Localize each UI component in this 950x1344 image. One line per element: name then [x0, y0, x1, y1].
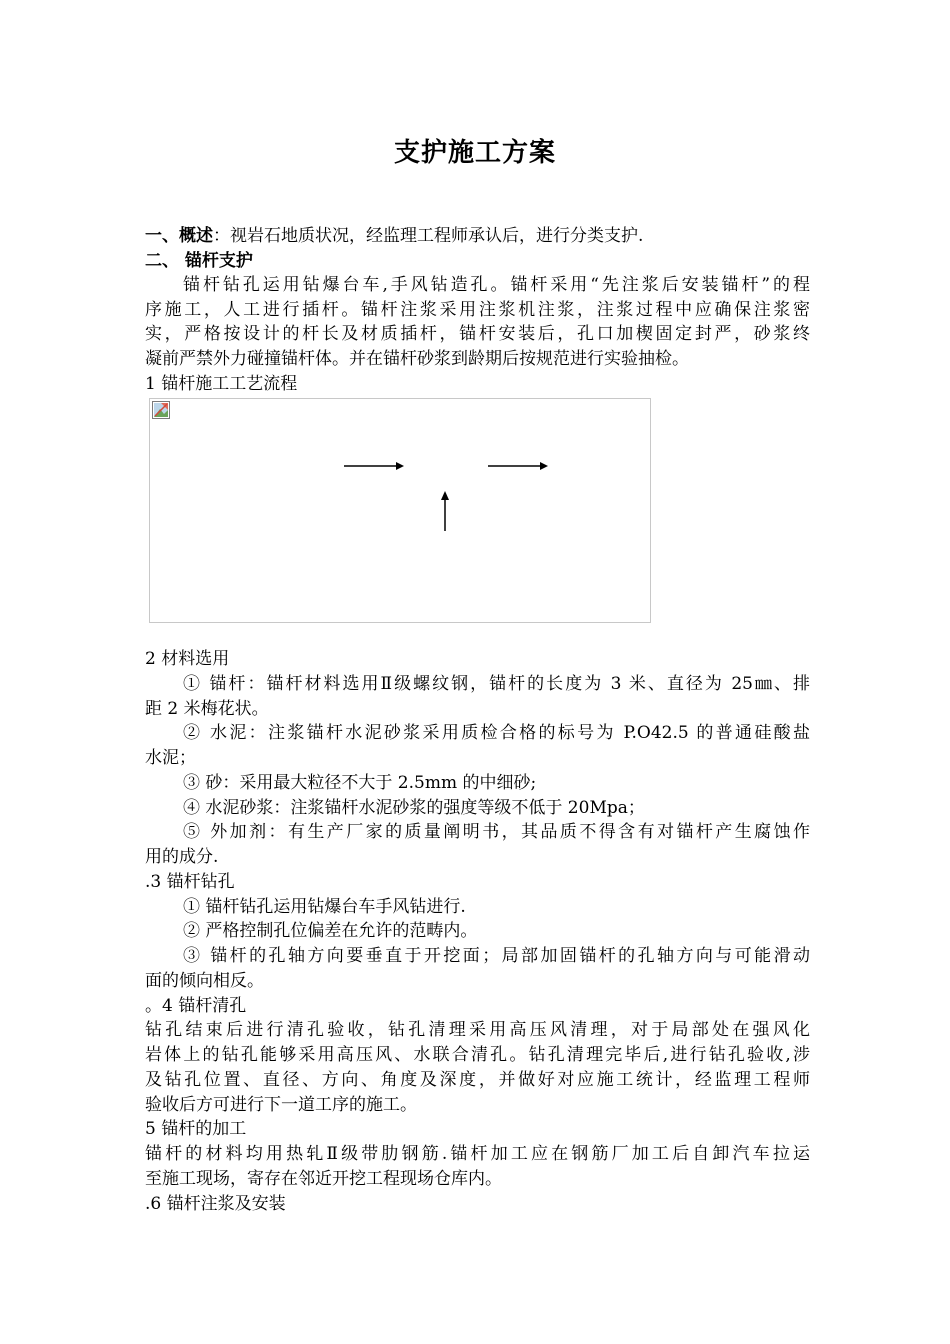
broken-image-icon: [152, 401, 170, 419]
cleaning-line-4: 验收后方可进行下一道工序的施工。: [145, 1095, 417, 1115]
drilling-item-3: ③ 锚杆的孔轴方向要垂直于开挖面；局部加固锚杆的孔轴方向与可能滑动: [183, 946, 810, 966]
section-5-heading: 5 锚杆的加工: [145, 1119, 247, 1139]
material-item-1-cont: 距 2 米梅花状。: [145, 699, 269, 719]
drilling-item-3-cont: 面的倾向相反。: [145, 971, 264, 991]
cleaning-line-3: 及钻孔位置、直径、方向、角度及深度，并做好对应施工统计，经监理工程师: [145, 1070, 810, 1090]
material-item-2: ② 水泥：注浆锚杆水泥砂浆采用质检合格的标号为 P.O42.5 的普通硅酸盐: [183, 723, 810, 743]
material-item-3: ③ 砂：采用最大粒径不大于 2.5mm 的中细砂;: [183, 773, 537, 793]
overview-text: ：视岩石地质状况，经监理工程师承认后，进行分类支护.: [213, 226, 644, 246]
section-4-heading: 。4 锚杆清孔: [145, 996, 247, 1016]
cleaning-line-1: 钻孔结束后进行清孔验收，钻孔清理采用高压风清理，对于局部处在强风化: [145, 1020, 810, 1040]
section-3-heading: .3 锚杆钻孔: [145, 872, 235, 892]
processing-line-1: 锚杆的材料均用热轧Ⅱ级带肋钢筋.锚杆加工应在钢筋厂加工后自卸汽车拉运: [145, 1144, 810, 1164]
anchor-para-line-2: 序施工，人工进行插杆。锚杆注浆采用注浆机注浆，注浆过程中应确保注浆密: [145, 300, 810, 320]
processing-line-2: 至施工现场，寄存在邻近开挖工程现场仓库内。: [145, 1169, 502, 1189]
process-flow-figure: [149, 398, 651, 623]
anchor-para-line-1: 锚杆钻孔运用钻爆台车,手风钻造孔。锚杆采用“先注浆后安装锚杆”的程: [183, 275, 810, 295]
material-item-4: ④ 水泥砂浆：注浆锚杆水泥砂浆的强度等级不低于 20Mpa；: [183, 798, 645, 818]
section-6-heading: .6 锚杆注浆及安装: [145, 1194, 286, 1214]
anchor-para-line-4: 凝前严禁外力碰撞锚杆体。并在锚杆砂浆到龄期后按规范进行实验抽检。: [145, 349, 689, 369]
drilling-item-2: ② 严格控制孔位偏差在允许的范畴内。: [183, 921, 478, 941]
material-item-5-cont: 用的成分.: [145, 847, 219, 867]
up-arrow-icon: [439, 491, 451, 531]
document-title: 支护施工方案: [393, 138, 556, 168]
overview-label: 一、概述: [145, 226, 213, 246]
right-arrow-icon: [488, 460, 550, 472]
material-item-2-cont: 水泥；: [145, 748, 196, 768]
overview-line: [145, 224, 810, 249]
section-1-heading: 1 锚杆施工工艺流程: [145, 374, 298, 394]
drilling-item-1: ① 锚杆钻孔运用钻爆台车手风钻进行.: [183, 897, 466, 917]
anchor-heading: 二、 锚杆支护: [145, 251, 253, 271]
anchor-para-line-3: 实，严格按设计的杆长及材质插杆，锚杆安装后，孔口加楔固定封严，砂浆终: [145, 324, 810, 344]
section-2-heading: 2 材料选用: [145, 649, 230, 669]
material-item-5: ⑤ 外加剂：有生产厂家的质量阐明书，其品质不得含有对锚杆产生腐蚀作: [183, 822, 810, 842]
right-arrow-icon: [344, 460, 406, 472]
cleaning-line-2: 岩体上的钻孔能够采用高压风、水联合清孔。钻孔清理完毕后,进行钻孔验收,涉: [145, 1045, 810, 1065]
material-item-1: ① 锚杆：锚杆材料选用Ⅱ级螺纹钢，锚杆的长度为 3 米、直径为 25㎜、排: [183, 674, 810, 694]
